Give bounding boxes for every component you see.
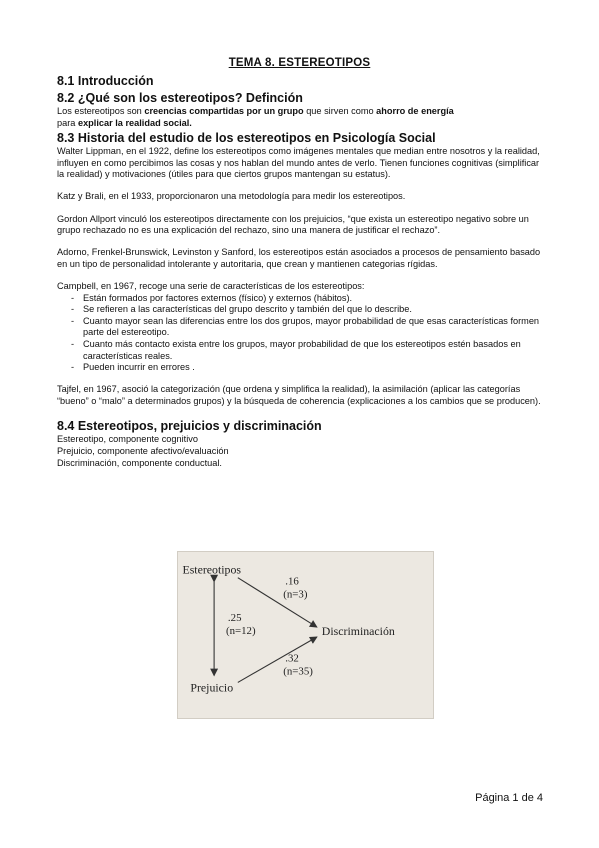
page-number: Página 1 de 4 <box>475 792 543 804</box>
component-line-discriminacion: Discriminación, componente conductual. <box>57 457 222 468</box>
heading-historia: 8.3 Historia del estudio de los estereotipos en Psicología Social <box>57 131 436 146</box>
list-item: - Están formados por factores externos (físico) y externos (hábitos). <box>71 293 547 305</box>
edge-label-top-n: (n=3) <box>283 588 308 601</box>
edge-label-left-r: .25 <box>227 612 242 625</box>
list-item: - Cuanto más contacto exista entre los grupos, mayor probabilidad de que los estereotipos estén basados en características reales. <box>71 339 547 362</box>
paragraph-allport: Gordon Allport vinculó los estereotipos directamente con los prejuicios, “que exista un estereotipo negativo sobre un grupo rechazado no es una explicación del rechazo, sino una manera de justificar el rechazo”. <box>57 213 529 236</box>
definition-bold-d: ahorro de energía <box>376 106 454 116</box>
definition-bold-b: creencias compartidas por un grupo <box>144 106 304 116</box>
arrow-estereotipos-discriminacion <box>238 575 317 627</box>
heading-introduccion: 8.1 Introducción <box>57 74 154 88</box>
definition-text-a: Los estereotipos son <box>57 106 145 116</box>
list-item: - Se refieren a las características del grupo descrito y también del que lo describe. <box>71 304 547 316</box>
paragraph-tajfel: Tajfel, en 1967, asoció la categorización (que ordena y simplifica la realidad), la asimilación (aplicar las categorías “bueno” o “malo” a determinados grupos) y la búsqueda de coherencia (explicaciones a los cambios que se producen). <box>57 384 541 406</box>
document-body <box>57 74 547 469</box>
node-discriminacion: Discriminación <box>321 624 395 638</box>
heading-discriminacion: 8.4 Estereotipos, prejuicios y discriminación <box>57 419 322 434</box>
edge-label-left-n: (n=12) <box>225 625 256 638</box>
paragraph-katz: Katz y Brali, en el 1933, proporcionaron una metodología para medir los estereotipos. <box>57 191 406 202</box>
node-prejuicio: Prejuicio <box>190 680 234 695</box>
definition-paragraph <box>57 106 547 129</box>
node-estereotipos: Estereotipos <box>182 562 242 577</box>
paragraph-adorno: Adorno, Frenkel-Brunswick, Levinston y Sanford, los estereotipos están asociados a procesos de pensamiento basado en un tipo de personalidad intolerante y autoritaria, que crean y mantienen categorias rígidas. <box>57 247 541 269</box>
component-line-estereotipo: Estereotipo, componente cognitivo <box>57 434 198 445</box>
relationship-diagram-image <box>177 551 434 719</box>
edge-label-bottom-n: (n=35) <box>283 665 313 678</box>
paragraph-campbell: Campbell, en 1967, recoge una serie de características de los estereotipos: <box>57 280 365 291</box>
heading-definicion: 8.2 ¿Qué son los estereotipos? Definción <box>57 91 303 105</box>
definition-bold-f: explicar la realidad social. <box>77 117 192 128</box>
list-item: - Pueden incurrir en errores . <box>71 362 547 374</box>
list-item: - Cuanto mayor sean las diferencias entre los dos grupos, mayor probabilidad de que esas características formen parte del estereotipo. <box>71 316 547 339</box>
campbell-list <box>57 293 547 374</box>
relationship-diagram <box>178 552 433 718</box>
component-line-prejuicio: Prejuicio, componente afectivo/evaluación <box>57 445 229 456</box>
edge-label-bottom-r: .32 <box>285 652 299 665</box>
edge-label-top-r: .16 <box>285 575 299 588</box>
paragraph-lippman: Walter Lippman, en el 1922, define los estereotipos como imágenes mentales que median entre nosotros y la realidad, influyen en como percibimos las cosas y nos hablan del mundo antes de verlo. Tienen funciones cognitivas (simplificar la realidad) y motivaciones (útiles para que ciertos grupos mantengan su estatus). <box>57 146 540 180</box>
definition-text-e: para <box>57 117 78 128</box>
definition-text-c: que sirven como <box>303 106 377 116</box>
document-title: TEMA 8. ESTEREOTIPOS <box>228 57 371 69</box>
